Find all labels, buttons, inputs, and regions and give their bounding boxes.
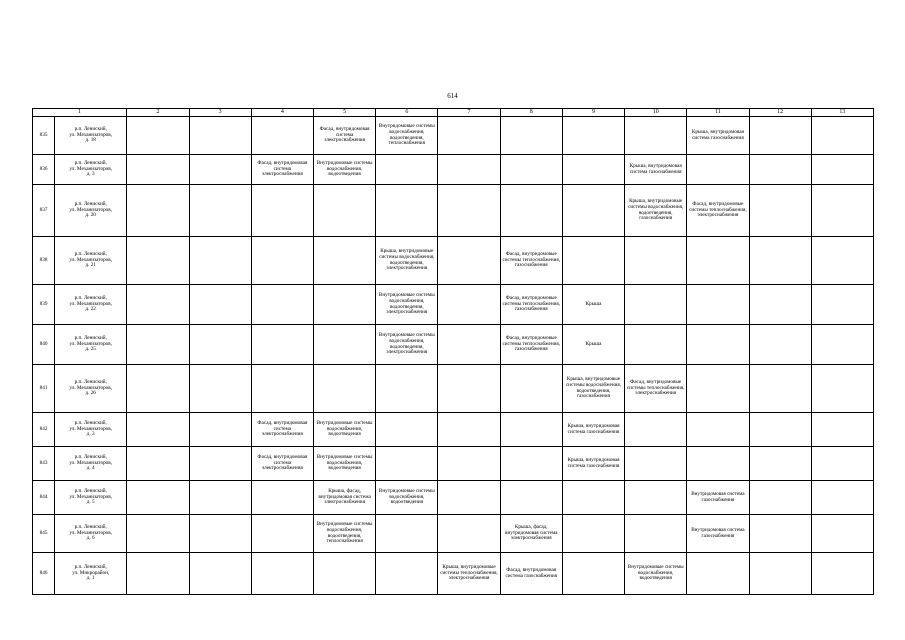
address-line: р.п. Лениский, (74, 523, 107, 530)
work-cell (438, 325, 500, 365)
work-cell (811, 117, 873, 155)
address-line: р.п. Лениский, (74, 125, 107, 132)
work-cell (500, 481, 562, 515)
work-description: Крыша, внутридомовые системы водоснабжения, водоотведения, электроснабжения (379, 247, 435, 272)
column-number-cell: 13 (811, 109, 873, 117)
work-cell (313, 185, 375, 237)
work-description: Фасад, внутридомовые системы теплоснабжения, газоснабжения (502, 294, 561, 313)
work-cell (500, 447, 562, 481)
work-cell (376, 185, 438, 237)
work-cell (127, 117, 189, 155)
work-cell (811, 553, 873, 595)
address-cell (55, 365, 127, 413)
work-cell (749, 481, 811, 515)
work-cell (500, 117, 562, 155)
work-cell (749, 325, 811, 365)
address-line: д. 1 (86, 575, 95, 582)
work-cell (811, 185, 873, 237)
work-cell (251, 325, 313, 365)
work-cell (438, 481, 500, 515)
column-number-cell: 3 (189, 109, 251, 117)
address-cell (55, 515, 127, 553)
work-cell (251, 481, 313, 515)
row-number: 836 (33, 155, 55, 185)
work-cell (251, 515, 313, 553)
work-cell (687, 447, 749, 481)
address-line: ул. Механизаторов, (69, 425, 113, 432)
work-cell (500, 515, 562, 553)
work-cell (687, 413, 749, 447)
work-cell (127, 515, 189, 553)
work-cell (127, 185, 189, 237)
work-description: Фасад, внутридомовая система газоснабжения (505, 566, 558, 579)
address-cell (55, 447, 127, 481)
work-cell (189, 481, 251, 515)
row-number: 843 (33, 447, 55, 481)
work-cell (189, 413, 251, 447)
row-number: 841 (33, 365, 55, 413)
work-description: Фасад, внутридомовая система электроснабжения (319, 125, 370, 144)
work-cell (562, 117, 624, 155)
work-cell (376, 237, 438, 285)
work-cell (687, 365, 749, 413)
work-cell (189, 365, 251, 413)
work-cell (687, 553, 749, 595)
work-cell (811, 325, 873, 365)
address-line: д. 4 (86, 465, 95, 472)
column-number-cell: 4 (251, 109, 313, 117)
work-cell (687, 117, 749, 155)
work-description: Внутридомовая система газоснабжения (691, 490, 745, 503)
work-cell (313, 285, 375, 325)
work-cell (251, 185, 313, 237)
work-cell (376, 117, 438, 155)
table-row (33, 447, 874, 481)
work-cell (500, 365, 562, 413)
work-cell (500, 413, 562, 447)
work-cell (562, 185, 624, 237)
address-line: р.п. Лениский, (74, 487, 107, 494)
address-line: д. 18 (85, 137, 96, 144)
work-description: Фасад, внутридомовая система электроснабжения (257, 419, 308, 438)
work-cell (811, 413, 873, 447)
table-row (33, 237, 874, 285)
work-cell (127, 447, 189, 481)
work-cell (127, 285, 189, 325)
work-cell (500, 325, 562, 365)
address-cell (55, 185, 127, 237)
work-cell (313, 155, 375, 185)
work-cell (500, 553, 562, 595)
work-cell (749, 365, 811, 413)
work-cell (376, 325, 438, 365)
address-cell (55, 117, 127, 155)
address-line: д. 3 (86, 171, 95, 178)
work-cell (625, 447, 687, 481)
work-cell (438, 117, 500, 155)
address-cell (55, 325, 127, 365)
work-cell (749, 515, 811, 553)
work-cell (313, 515, 375, 553)
work-description: Крыша, фасад, внутридомовая система электроснабжения (505, 523, 558, 542)
work-cell (438, 155, 500, 185)
address-line: ул. Механизаторов, (69, 131, 113, 138)
row-number: 835 (33, 117, 55, 155)
address-line: д. 25 (85, 346, 96, 353)
address-line: р.п. Лениский, (74, 250, 107, 257)
table-row (33, 365, 874, 413)
work-cell (811, 237, 873, 285)
work-cell (687, 237, 749, 285)
work-cell (625, 553, 687, 595)
row-number: 837 (33, 185, 55, 237)
work-description: Внутридомовые системы водоснабжения, водоотведения (627, 563, 684, 582)
column-number-cell: 5 (313, 109, 375, 117)
work-cell (189, 185, 251, 237)
work-cell (811, 515, 873, 553)
work-cell (251, 117, 313, 155)
address-line: д. 22 (85, 306, 96, 313)
work-cell (625, 155, 687, 185)
work-cell (500, 285, 562, 325)
table-row (33, 117, 874, 155)
address-line: р.п. Лениский, (74, 378, 107, 385)
row-number: 838 (33, 237, 55, 285)
work-cell (749, 553, 811, 595)
work-cell (189, 285, 251, 325)
address-line: ул. Механизаторов, (69, 165, 113, 172)
work-cell (687, 285, 749, 325)
work-description: Крыша (585, 340, 602, 347)
address-line: д. 26 (85, 390, 96, 397)
work-cell (313, 481, 375, 515)
work-cell (625, 481, 687, 515)
work-cell (438, 515, 500, 553)
work-cell (500, 155, 562, 185)
address-cell (55, 413, 127, 447)
column-number-cell: 8 (500, 109, 562, 117)
work-description: Фасад, внутридомовая система электроснабжения (257, 159, 308, 178)
address-line: д. 5 (86, 499, 95, 506)
column-number-cell: 12 (749, 109, 811, 117)
row-number: 842 (33, 413, 55, 447)
table-row (33, 481, 874, 515)
work-cell (376, 155, 438, 185)
row-number: 839 (33, 285, 55, 325)
work-cell (251, 447, 313, 481)
address-cell (55, 553, 127, 595)
work-description: Внутридомовые системы водоснабжения, водоотведения (378, 487, 435, 506)
work-cell (687, 185, 749, 237)
work-cell (438, 447, 500, 481)
work-cell (811, 447, 873, 481)
address-line: ул. Механизаторов, (69, 459, 113, 466)
work-cell (313, 413, 375, 447)
work-description: Внутридомовые системы водоснабжения, водоотведения (316, 453, 373, 472)
address-line: р.п. Лениский, (74, 159, 107, 166)
work-cell (189, 237, 251, 285)
work-cell (749, 447, 811, 481)
address-line: ул. Микрорайон, (72, 569, 110, 576)
work-cell (438, 413, 500, 447)
work-description: Крыша, фасад, внутридомовая система электроснабжения (318, 487, 371, 506)
address-line: ул. Механизаторов, (69, 256, 113, 263)
work-description: Внутридомовые системы водоснабжения, водоотведения, электроснабжения (378, 291, 435, 316)
work-cell (562, 365, 624, 413)
work-cell (500, 237, 562, 285)
table-row (33, 515, 874, 553)
table-row (33, 285, 874, 325)
work-cell (438, 285, 500, 325)
address-line: д. 21 (85, 262, 96, 269)
work-cell (251, 553, 313, 595)
work-cell (749, 413, 811, 447)
work-cell (313, 447, 375, 481)
work-cell (562, 413, 624, 447)
row-number: 840 (33, 325, 55, 365)
work-cell (749, 185, 811, 237)
work-description: Внутридомовые системы водоснабжения, водоотведения (316, 419, 373, 438)
column-number-cell: 1 (33, 109, 127, 117)
work-cell (251, 155, 313, 185)
row-number: 846 (33, 553, 55, 595)
work-cell (127, 365, 189, 413)
work-cell (376, 481, 438, 515)
table-row (33, 325, 874, 365)
work-cell (562, 155, 624, 185)
address-cell (55, 285, 127, 325)
address-cell (55, 481, 127, 515)
work-cell (127, 413, 189, 447)
work-cell (313, 117, 375, 155)
work-cell (127, 155, 189, 185)
work-cell (562, 325, 624, 365)
address-line: ул. Механизаторов, (69, 384, 113, 391)
work-cell (313, 325, 375, 365)
work-cell (811, 365, 873, 413)
work-cell (811, 155, 873, 185)
column-number-cell: 9 (562, 109, 624, 117)
work-description: Крыша, внутридомовая система газоснабжения (691, 128, 744, 141)
work-cell (376, 447, 438, 481)
address-cell (55, 155, 127, 185)
table-row (33, 155, 874, 185)
work-cell (438, 553, 500, 595)
work-cell (500, 185, 562, 237)
work-cell (438, 185, 500, 237)
work-cell (127, 481, 189, 515)
work-cell (562, 237, 624, 285)
row-number: 845 (33, 515, 55, 553)
address-line: ул. Механизаторов, (69, 529, 113, 536)
address-cell (55, 237, 127, 285)
work-description: Фасад, внутридомовые системы теплоснабжения, электроснабжения (689, 200, 747, 219)
work-cell (687, 481, 749, 515)
work-cell (811, 285, 873, 325)
work-description: Фасад, внутридомовые системы теплоснабжения, электроснабжения (626, 378, 685, 397)
work-cell (625, 325, 687, 365)
work-description: Крыша, внутридомовые системы водоснабжения, водоотведения, газоснабжения (565, 375, 622, 400)
work-cell (313, 365, 375, 413)
work-cell (562, 481, 624, 515)
work-cell (189, 553, 251, 595)
work-cell (189, 325, 251, 365)
address-line: ул. Механизаторов, (69, 493, 113, 500)
work-description: Крыша, внутридомовые системы водоснабжения, водоотведения, газоснабжения (628, 197, 684, 222)
work-description: Крыша, внутридомовые системы теплоснабжения, электроснабжения (440, 563, 498, 582)
work-cell (376, 285, 438, 325)
work-cell (625, 413, 687, 447)
work-description: Фасад, внутридомовые системы теплоснабжения, газоснабжения (502, 250, 561, 269)
work-cell (687, 515, 749, 553)
work-cell (811, 481, 873, 515)
work-description: Крыша (585, 300, 602, 307)
address-line: ул. Механизаторов, (69, 206, 113, 213)
work-cell (376, 413, 438, 447)
work-cell (313, 553, 375, 595)
work-cell (625, 185, 687, 237)
work-cell (313, 237, 375, 285)
column-number-cell: 11 (687, 109, 749, 117)
work-cell (625, 285, 687, 325)
repair-schedule-table (32, 108, 874, 595)
address-line: ул. Механизаторов, (69, 300, 113, 307)
table-row (33, 553, 874, 595)
work-description: Крыша, внутридомовая система газоснабжения (567, 456, 620, 469)
work-cell (562, 285, 624, 325)
work-description: Крыша, внутридомовая система газоснабжения (629, 162, 682, 175)
table-row (33, 185, 874, 237)
work-cell (251, 413, 313, 447)
page-number: 614 (447, 92, 458, 100)
address-line: р.п. Лениский, (74, 200, 107, 207)
work-cell (625, 365, 687, 413)
work-cell (749, 237, 811, 285)
work-cell (625, 515, 687, 553)
work-cell (127, 553, 189, 595)
work-cell (438, 365, 500, 413)
address-line: д. 6 (86, 535, 95, 542)
work-cell (251, 285, 313, 325)
work-description: Внутридомовые системы водоснабжения, водоотведения, теплоснабжения (316, 520, 373, 545)
column-number-cell: 7 (438, 109, 500, 117)
work-description: Внутридомовые системы водоснабжения, водоотведения (316, 159, 373, 178)
address-line: р.п. Лениский, (74, 563, 107, 570)
work-cell (376, 365, 438, 413)
work-cell (749, 285, 811, 325)
work-cell (749, 117, 811, 155)
address-line: д. 20 (85, 212, 96, 219)
work-cell (749, 155, 811, 185)
work-description: Крыша, внутридомовая система газоснабжения (567, 422, 620, 435)
work-cell (376, 515, 438, 553)
work-cell (189, 447, 251, 481)
work-cell (127, 237, 189, 285)
work-description: Внутридомовые системы водоснабжения, водоотведения, электроснабжения (378, 331, 435, 356)
work-cell (562, 515, 624, 553)
work-cell (189, 515, 251, 553)
row-number: 844 (33, 481, 55, 515)
column-number-row (33, 109, 874, 117)
work-cell (251, 237, 313, 285)
address-line: р.п. Лениский, (74, 453, 107, 460)
work-description: Внутридомовые системы водоснабжения, водоотведения, теплоснабжения (378, 122, 435, 147)
table-row (33, 413, 874, 447)
work-cell (687, 155, 749, 185)
address-line: д. 3 (86, 431, 95, 438)
address-line: р.п. Лениский, (74, 334, 107, 341)
work-cell (687, 325, 749, 365)
column-number-cell: 6 (376, 109, 438, 117)
work-cell (376, 553, 438, 595)
work-cell (625, 237, 687, 285)
work-description: Фасад, внутридомовая система электроснабжения (257, 453, 308, 472)
work-cell (127, 325, 189, 365)
work-description: Внутридомовая система газоснабжения (691, 526, 745, 539)
work-cell (625, 117, 687, 155)
address-line: ул. Механизаторов, (69, 340, 113, 347)
work-cell (562, 447, 624, 481)
work-cell (562, 553, 624, 595)
column-number-cell: 10 (625, 109, 687, 117)
work-cell (189, 117, 251, 155)
address-line: р.п. Лениский, (74, 419, 107, 426)
work-description: Фасад, внутридомовые системы теплоснабжения, газоснабжения (502, 334, 561, 353)
work-cell (438, 237, 500, 285)
work-cell (189, 155, 251, 185)
column-number-cell: 2 (127, 109, 189, 117)
work-cell (251, 365, 313, 413)
address-line: р.п. Лениский, (74, 294, 107, 301)
